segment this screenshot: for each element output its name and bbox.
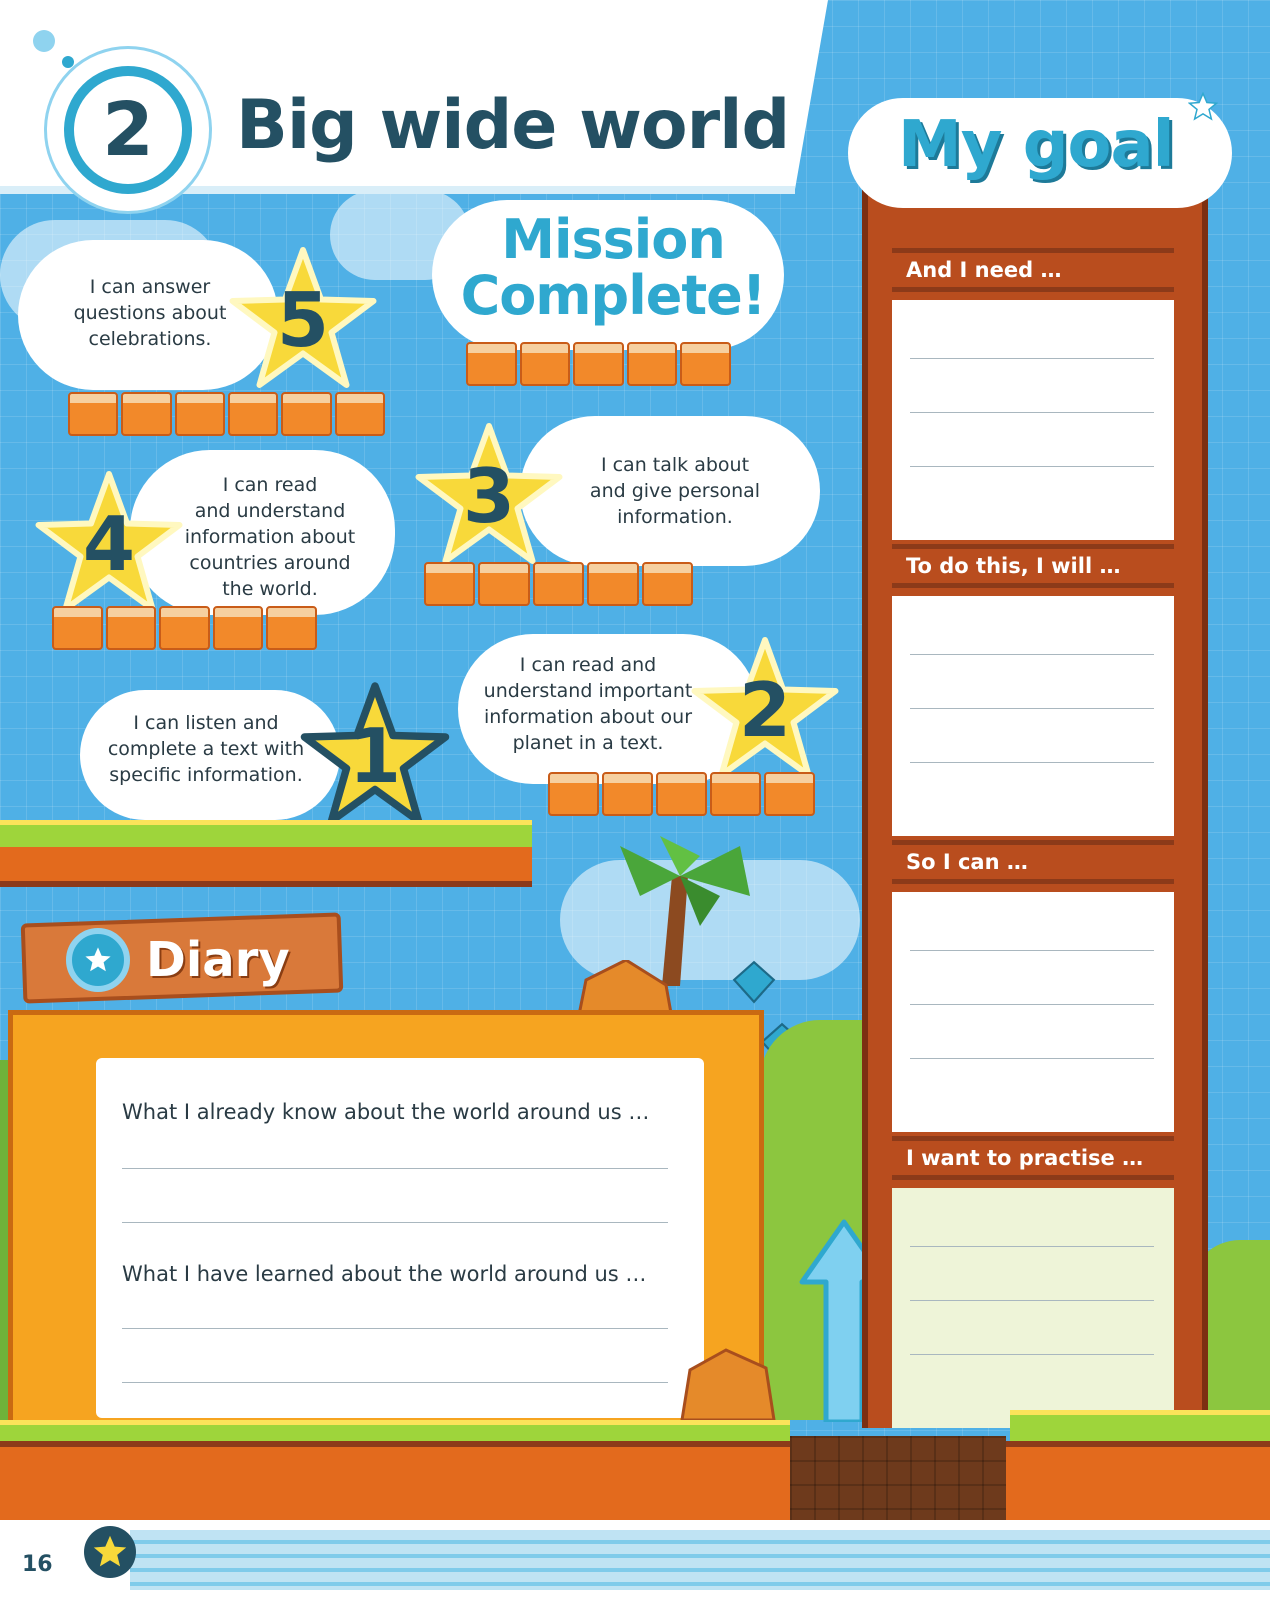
diary-question-2: What I have learned about the world around us … [122,1262,647,1286]
my-goal-title: My goal [898,108,1174,182]
unit-number-badge: 2 [64,66,192,194]
goal-4-line: the world. [222,578,318,600]
goal-2-line: planet in a text. [512,732,664,754]
goal-4-line: and understand [194,500,346,522]
goal-answer-line[interactable] [910,762,1154,763]
goal-answer-line[interactable] [910,1004,1154,1005]
goal-3-line: and give personal [589,480,761,502]
footer-stripes [130,1530,1270,1590]
goal-3-line: I can talk about [600,454,750,476]
goal-answer-box[interactable] [892,1188,1174,1428]
goal-1-number: 1 [348,712,402,800]
goal-5-text [40,274,260,352]
target-icon [66,928,130,992]
goal-3-number: 3 [462,452,516,540]
goal-prompt-band: And I need … [892,248,1174,292]
goal-answer-line[interactable] [910,654,1154,655]
mission-line-2: Complete! [460,264,766,327]
gem-icon [732,960,776,1004]
ground-dirt [0,1441,1270,1520]
goal-2-line: information about our [483,706,693,728]
ground-grass [1010,1410,1270,1441]
goal-5-line: celebrations. [88,328,212,350]
goal-5-bricks [68,392,388,436]
mission-line-1: Mission [501,208,725,271]
star-icon [92,1534,128,1570]
goal-1-line: specific information. [109,764,303,786]
rock [676,1344,776,1420]
goal-answer-line[interactable] [910,1246,1154,1247]
goal-4-text [170,472,370,602]
goal-4-line: information about [184,526,356,548]
unit-title: Big wide world [236,86,790,165]
goal-2-bricks [548,772,818,816]
goal-answer-line[interactable] [910,358,1154,359]
diary-answer-line[interactable] [122,1222,668,1223]
goal-answer-line[interactable] [910,950,1154,951]
goal-prompt-band: To do this, I will … [892,544,1174,588]
dirt-platform [0,847,532,887]
goal-answer-line[interactable] [910,1354,1154,1355]
diary-title: Diary [146,932,290,988]
goal-answer-box[interactable] [892,596,1174,836]
goal-2-number: 2 [738,666,792,754]
goal-2-line: understand important [483,680,693,702]
goal-answer-line[interactable] [910,708,1154,709]
goal-4-line: countries around [189,552,351,574]
goal-4-line: I can read [222,474,318,496]
decor-bubble [33,30,55,52]
goal-answer-line[interactable] [910,1300,1154,1301]
goal-2-text [468,652,708,756]
goal-3-bricks [424,562,696,606]
goal-answer-line[interactable] [910,466,1154,467]
goal-4-number: 4 [82,500,136,588]
star-icon [300,680,450,830]
star-icon [414,420,564,570]
goal-answer-line[interactable] [910,1058,1154,1059]
goal-3-line: information. [617,506,733,528]
grass-platform [0,820,532,847]
star-icon [34,468,184,618]
star-icon [690,634,840,784]
star-icon [1188,92,1218,122]
goal-prompt-band: I want to practise … [892,1136,1174,1180]
goal-5-line: questions about [73,302,227,324]
goal-3-text [560,452,790,530]
goal-answer-line[interactable] [910,412,1154,413]
goal-4-bricks [52,606,320,650]
page-number: 16 [22,1552,53,1577]
goal-1-text [96,710,316,788]
goal-2-line: I can read and [519,654,657,676]
goal-1-line: complete a text with [107,738,305,760]
goal-1-line: I can listen and [133,712,279,734]
goal-5-line: I can answer [89,276,211,298]
diary-answer-line[interactable] [122,1328,668,1329]
goal-5-number: 5 [276,276,330,364]
star-icon [228,244,378,394]
diary-answer-line[interactable] [122,1382,668,1383]
diary-question-1: What I already know about the world around us … [122,1100,650,1124]
footer-star-badge [84,1526,136,1578]
mission-bricks [466,342,734,386]
ground-grass [0,1420,790,1441]
goal-answer-box[interactable] [892,300,1174,540]
goal-answer-box[interactable] [892,892,1174,1132]
diary-answer-line[interactable] [122,1168,668,1169]
goal-prompt-band: So I can … [892,840,1174,884]
mission-complete-heading [448,208,778,327]
ground-tiles [790,1436,1006,1520]
